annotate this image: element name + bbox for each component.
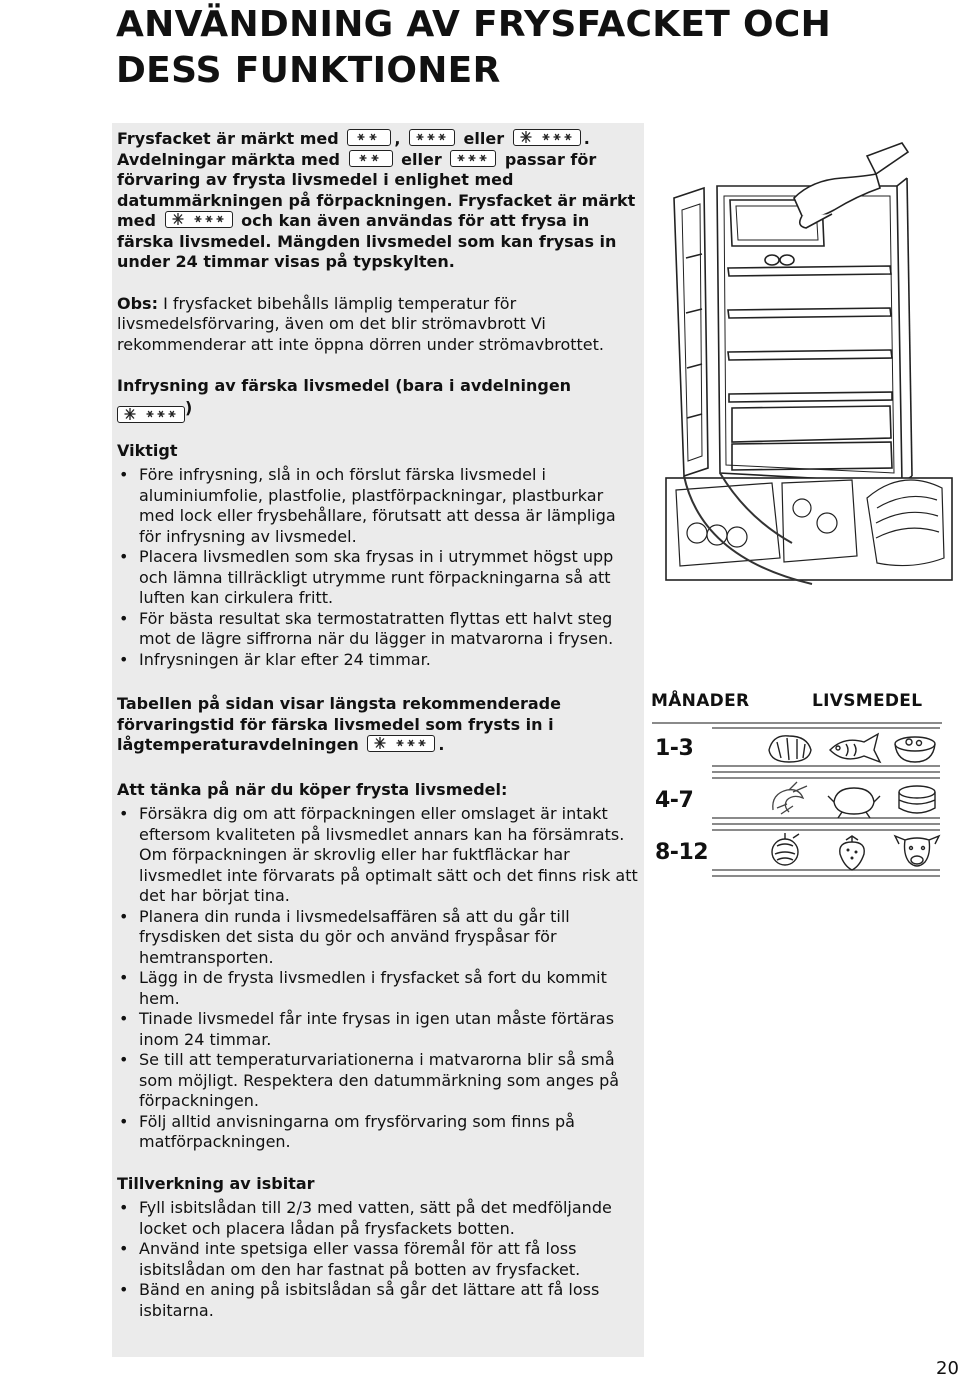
list-item: • Placera livsmedlen som ska frysas in i utrymmet högst upp och lämna tillräckligt utrymme runt förpackningarna så att luften kan cirkulera fritt. xyxy=(117,547,639,609)
strawberry-icon xyxy=(826,832,882,872)
three-star-symbol-icon xyxy=(450,150,496,167)
two-star-symbol-icon xyxy=(349,150,393,167)
food-column-header: LIVSMEDEL xyxy=(812,691,923,711)
months-row-2: 4-7 xyxy=(655,788,694,813)
list-item: • Fyll isbitslådan till 2/3 med vatten, sätt på det medföljande locket och placera lådan på frysfackets botten. xyxy=(117,1198,639,1239)
intro-paragraph xyxy=(117,129,639,273)
intro-text-5: Avdelningar märkta med xyxy=(117,149,340,169)
table-note-end: . xyxy=(438,735,445,754)
intro-text-3: eller xyxy=(463,129,505,148)
four-star-symbol-icon xyxy=(513,129,581,146)
list-item: • Följ alltid anvisningarna om frysförvaring som finns på matförpackningen. xyxy=(117,1112,639,1153)
vegetables-icon xyxy=(763,832,819,872)
intro-text-6: eller xyxy=(401,149,442,169)
page-number: 20 xyxy=(936,1358,959,1379)
four-star-symbol-icon xyxy=(367,735,435,752)
list-item: • Lägg in de frysta livsmedlen i frysfacket så fort du kommit hem. xyxy=(117,968,639,1009)
intro-text-2: , xyxy=(394,129,401,148)
four-star-symbol-icon xyxy=(117,406,185,423)
intro-text-7: passar för förvaring av frysta livsmedel i enlighet med datummärkningen på förpackningen. Frysfacket är märkt med xyxy=(117,149,636,230)
months-column-header: MÅNADER xyxy=(651,691,750,711)
buying-list xyxy=(117,804,639,1153)
intro-text-8: och kan även användas för att frysa in färska livsmedel. Mängden livsmedel som kan frysas in under 24 timmar visas på typskylten. xyxy=(117,211,617,271)
months-row-3: 8-12 xyxy=(655,840,709,865)
important-list xyxy=(117,465,639,670)
obs-label: Obs: xyxy=(117,293,158,313)
intro-text-1: Frysfacket är märkt med xyxy=(117,129,339,148)
list-item: • Använd inte spetsiga eller vassa föremål för att få loss isbitslådan om den har fastnat på botten av frysfacket. xyxy=(117,1239,639,1280)
table-note-paragraph xyxy=(117,694,639,756)
freezing-heading-text: Infrysning av färska livsmedel (bara i avdelningen xyxy=(117,376,572,395)
obs-paragraph xyxy=(117,294,639,356)
text-column xyxy=(112,123,644,1357)
poultry-icon xyxy=(826,780,882,820)
important-heading: Viktigt xyxy=(117,440,178,460)
intro-text-4: . xyxy=(583,129,590,148)
list-item: • Bänd en aning på isbitslådan så går det lättare att få loss isbitarna. xyxy=(117,1280,639,1321)
list-item: • Planera din runda i livsmedelsaffären så att du går till frysdisken det sista du gör och använd fryspåsar för hemtransporten. xyxy=(117,907,639,969)
cake-icon xyxy=(889,780,945,820)
months-row-1: 1-3 xyxy=(655,736,694,761)
fridge-illustration xyxy=(662,138,960,590)
two-star-symbol-icon xyxy=(347,129,391,146)
fish-icon xyxy=(826,728,882,768)
table-note-text: Tabellen på sidan visar längsta rekommenderade förvaringstid för färska livsmedel som frysts in i lågtemperaturavdelningen xyxy=(117,694,561,754)
list-item: • Se till att temperaturvariationerna i matvarorna blir så små som möjligt. Respektera den datummärkning som anges på förpackningen. xyxy=(117,1050,639,1112)
freezing-heading-end: ) xyxy=(185,397,193,417)
title-line-2: DESS FUNKTIONER xyxy=(116,50,501,91)
cow-icon xyxy=(889,832,945,872)
title-line-1: ANVÄNDNING AV FRYSFACKET OCH xyxy=(116,4,832,45)
list-item: • Infrysningen är klar efter 24 timmar. xyxy=(117,650,639,671)
four-star-symbol-icon xyxy=(165,211,233,228)
ice-list xyxy=(117,1198,639,1321)
ice-heading: Tillverkning av isbitar xyxy=(117,1173,315,1193)
list-item: • För bästa resultat ska termostatratten flyttas ett halvt steg mot de lägre siffrorna när du lägger in matvarorna i frysen. xyxy=(117,609,639,650)
buying-heading: Att tänka på när du köper frysta livsmedel: xyxy=(117,779,508,799)
list-item: • Försäkra dig om att förpackningen eller omslaget är intakt eftersom kvaliteten på livsmedlet annars kan ha försämrats. Om förpackningen är skrovlig eller har fuktfläckar har livsmedlet inte förvarats på optimalt sätt och det finns risk att det har börjat tina. xyxy=(117,804,639,907)
page-title xyxy=(116,2,831,94)
obs-text: I frysfacket bibehålls lämplig temperatur för livsmedelsförvaring, även om det blir strömavbrott Vi rekommenderar att inte öppna dörren under strömavbrottet. xyxy=(117,293,605,354)
list-item: • Före infrysning, slå in och förslut färska livsmedel i aluminiumfolie, plastfolie, plastförpackningar, plastburkar med lock eller frysbehållare, förutsatt att dessa är lämpliga för infrysning av livsmedel. xyxy=(117,465,639,547)
list-item: • Tinade livsmedel får inte frysas in igen utan måste förtäras inom 24 timmar. xyxy=(117,1009,639,1050)
three-star-symbol-icon xyxy=(409,129,455,146)
bread-icon xyxy=(763,728,819,768)
soup-bowl-icon xyxy=(889,728,945,768)
freezing-heading xyxy=(117,376,639,420)
shrimp-icon xyxy=(763,780,819,820)
